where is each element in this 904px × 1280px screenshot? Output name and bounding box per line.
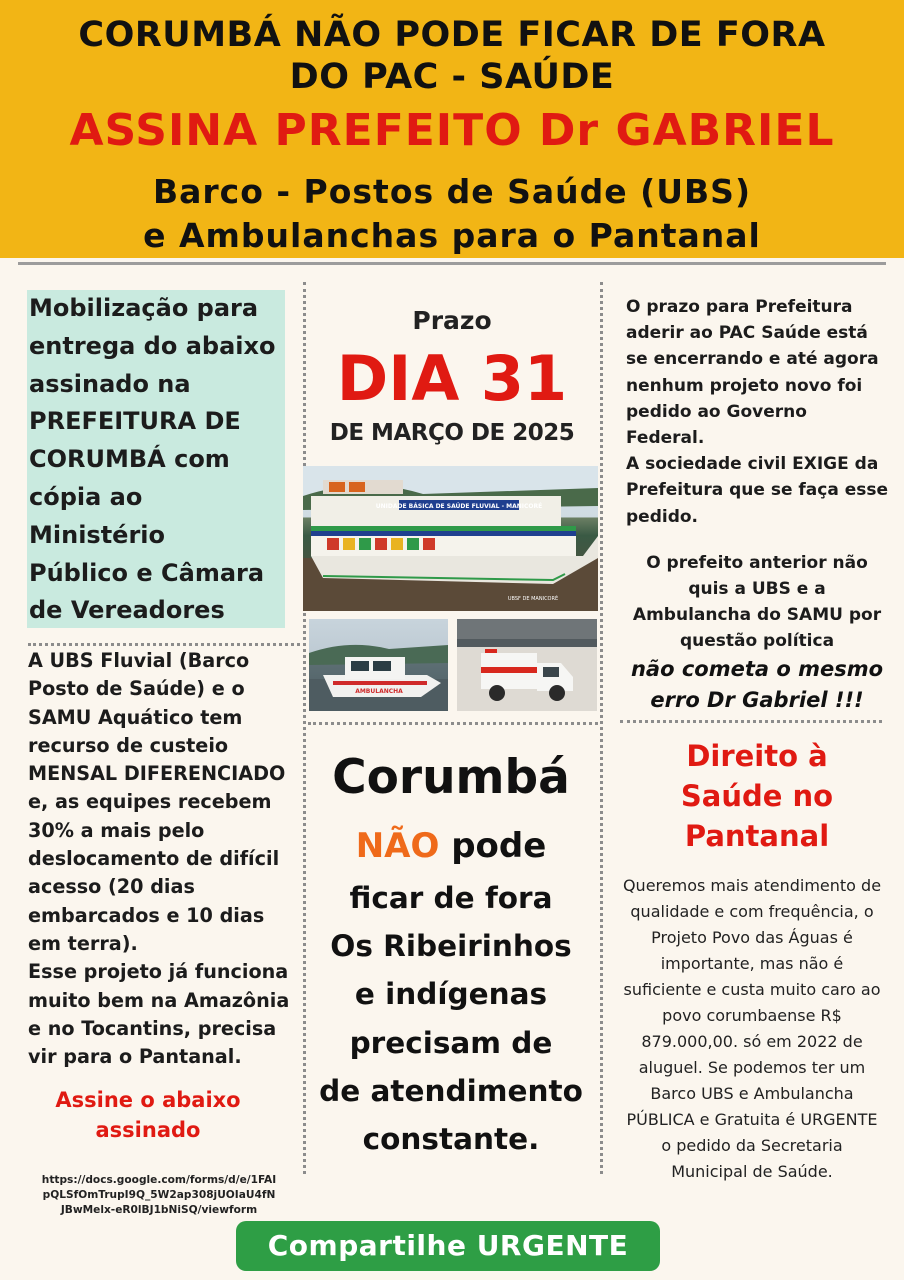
text-line: Posto de Saúde) e o xyxy=(28,677,245,701)
subheadline-line-1: Barco - Postos de Saúde (UBS) xyxy=(152,172,752,211)
text-line: Os Ribeirinhos xyxy=(330,929,572,964)
appeal-italic xyxy=(612,654,902,716)
mobilization-text xyxy=(27,290,287,630)
center-headline-nao-pode xyxy=(306,818,596,874)
text-line: Ambulancha do SAMU por xyxy=(632,605,882,625)
text-line: 879.000,00. só em 2022 de xyxy=(641,1032,863,1051)
right-column-divider xyxy=(600,282,603,1174)
text-line: Pantanal xyxy=(684,819,830,853)
ambulance-boat-text: AMBULANCHA xyxy=(355,688,403,695)
ambulance-truck-photo xyxy=(457,619,597,711)
text-line: precisam de xyxy=(349,1025,553,1060)
text-line: qualidade e com frequência, o xyxy=(630,902,874,921)
center-section-divider xyxy=(308,722,598,725)
text-line: de atendimento xyxy=(319,1073,583,1108)
pode-word: pode xyxy=(451,826,547,866)
text-line: Municipal de Saúde. xyxy=(671,1162,833,1181)
text-line: vir para o Pantanal. xyxy=(28,1045,242,1069)
text-line: importante, mas não é xyxy=(660,954,844,973)
left-section-divider xyxy=(28,643,300,646)
text-line: e no Tocantins, precisa xyxy=(28,1016,277,1040)
text-line: de Vereadores xyxy=(29,596,225,625)
text-line: Ministério xyxy=(29,520,166,549)
nao-emphasis: NÃO xyxy=(355,826,440,866)
boat-hull-text: UBSF DE MANICORÉ xyxy=(507,596,559,602)
ambulance-truck-illustration xyxy=(457,619,597,711)
text-line: quis a UBS e a xyxy=(688,579,826,599)
text-line: e, as equipes recebem xyxy=(28,790,272,814)
text-line: Direito à xyxy=(686,739,828,773)
text-line: assinado xyxy=(95,1118,201,1142)
text-line: não cometa o mesmo xyxy=(630,657,884,681)
text-line: O prefeito anterior não xyxy=(646,553,868,573)
text-line: erro Dr Gabriel !!! xyxy=(650,688,864,712)
text-line: ficar de fora xyxy=(349,881,553,915)
center-headline-corumba: Corumbá xyxy=(332,750,570,805)
deadline-month-year: DE MARÇO DE 2025 xyxy=(329,420,575,446)
text-line: o pedido da Secretaria xyxy=(661,1136,843,1155)
text-line: povo corumbaense R$ xyxy=(662,1006,842,1025)
text-line: Prefeitura que se faça esse xyxy=(626,480,889,501)
right-section-divider xyxy=(620,720,882,723)
header-divider xyxy=(18,262,886,265)
header-banner xyxy=(0,0,904,258)
share-urgent-button[interactable]: Compartilhe URGENTE xyxy=(236,1221,660,1271)
previous-mayor-text xyxy=(612,550,902,654)
petition-form-link[interactable] xyxy=(14,1173,304,1218)
link-line[interactable]: JBwMelx-eR0lBJ1bNiSQ/viewform xyxy=(60,1204,258,1216)
text-line: embarcados e 10 dias xyxy=(28,903,265,927)
deadline-explanation xyxy=(626,294,894,530)
headline-line-1: CORUMBÁ NÃO PODE FICAR DE FORA xyxy=(78,15,826,55)
text-line: suficiente e custa muito caro ao xyxy=(623,980,881,999)
text-line: acesso (20 dias xyxy=(28,875,195,899)
text-line: Queremos mais atendimento de xyxy=(622,876,882,895)
text-line: entrega do abaixo xyxy=(29,331,276,360)
text-line: muito bem na Amazônia xyxy=(28,988,290,1012)
text-line: cópia ao xyxy=(29,482,143,511)
text-line: assinado na xyxy=(29,369,191,398)
text-line: Esse projeto já funciona xyxy=(28,960,289,984)
text-line: Barco UBS e Ambulancha xyxy=(650,1084,854,1103)
ambulance-boat-illustration xyxy=(309,619,448,711)
text-line: aderir ao PAC Saúde está xyxy=(626,323,868,344)
text-line: Público e Câmara xyxy=(29,558,265,587)
text-line: em terra). xyxy=(28,931,138,955)
boat-sign-text: UNIDADE BÁSICA DE SAÚDE FLUVIAL - MANICORÉ xyxy=(375,503,543,510)
link-line[interactable]: https://docs.google.com/forms/d/e/1FAI xyxy=(41,1174,277,1186)
sign-petition-callout xyxy=(34,1085,262,1145)
text-line: aluguel. Se podemos ter um xyxy=(638,1058,866,1077)
text-line: 30% a mais pelo xyxy=(28,818,205,842)
subheadline-line-2: e Ambulanchas para o Pantanal xyxy=(143,216,761,255)
text-line: recurso de custeio xyxy=(28,733,229,757)
headline-red: ASSINA PREFEITO Dr GABRIEL xyxy=(69,105,835,156)
text-line: nenhum projeto novo foi xyxy=(626,375,863,396)
text-line: e indígenas xyxy=(354,977,548,1012)
text-line: O prazo para Prefeitura xyxy=(626,297,853,317)
ambulance-boat-photo xyxy=(309,619,448,711)
text-line: A UBS Fluvial (Barco xyxy=(28,649,250,672)
text-line: Assine o abaixo xyxy=(55,1088,241,1112)
text-line: Saúde no xyxy=(680,779,834,813)
text-line: Mobilização para xyxy=(29,294,259,322)
link-line[interactable]: pQLSfOmTrupI9Q_5W2ap308jUOIaU4fN xyxy=(42,1189,276,1201)
right-to-health-heading xyxy=(612,736,902,856)
text-line: SAMU Aquático tem xyxy=(28,705,243,729)
text-line: Federal. xyxy=(626,428,705,449)
text-line: MENSAL DIFERENCIADO xyxy=(28,762,286,786)
text-line: questão política xyxy=(679,631,835,651)
deadline-day: DIA 31 xyxy=(336,342,568,415)
headline-line-2: DO PAC - SAÚDE xyxy=(289,57,615,97)
text-line: PÚBLICA e Gratuita é URGENTE xyxy=(626,1110,878,1129)
text-line: deslocamento de difícil xyxy=(28,847,280,871)
text-line: PREFEITURA DE xyxy=(29,407,241,436)
deadline-label: Prazo xyxy=(412,306,492,335)
text-line: constante. xyxy=(362,1122,540,1157)
demands-paragraph xyxy=(606,873,898,1185)
text-line: pedido ao Governo xyxy=(626,401,807,422)
text-line: se encerrando e até agora xyxy=(626,349,879,370)
ubs-fluvial-text xyxy=(28,647,303,1071)
text-line: Projeto Povo das Águas é xyxy=(651,928,853,947)
text-line: A sociedade civil EXIGE da xyxy=(626,454,879,475)
text-line: pedido. xyxy=(626,506,699,527)
ubs-boat-photo xyxy=(303,466,598,611)
center-statement xyxy=(306,874,596,1163)
boat-illustration xyxy=(303,466,598,611)
text-line: CORUMBÁ com xyxy=(29,445,230,474)
